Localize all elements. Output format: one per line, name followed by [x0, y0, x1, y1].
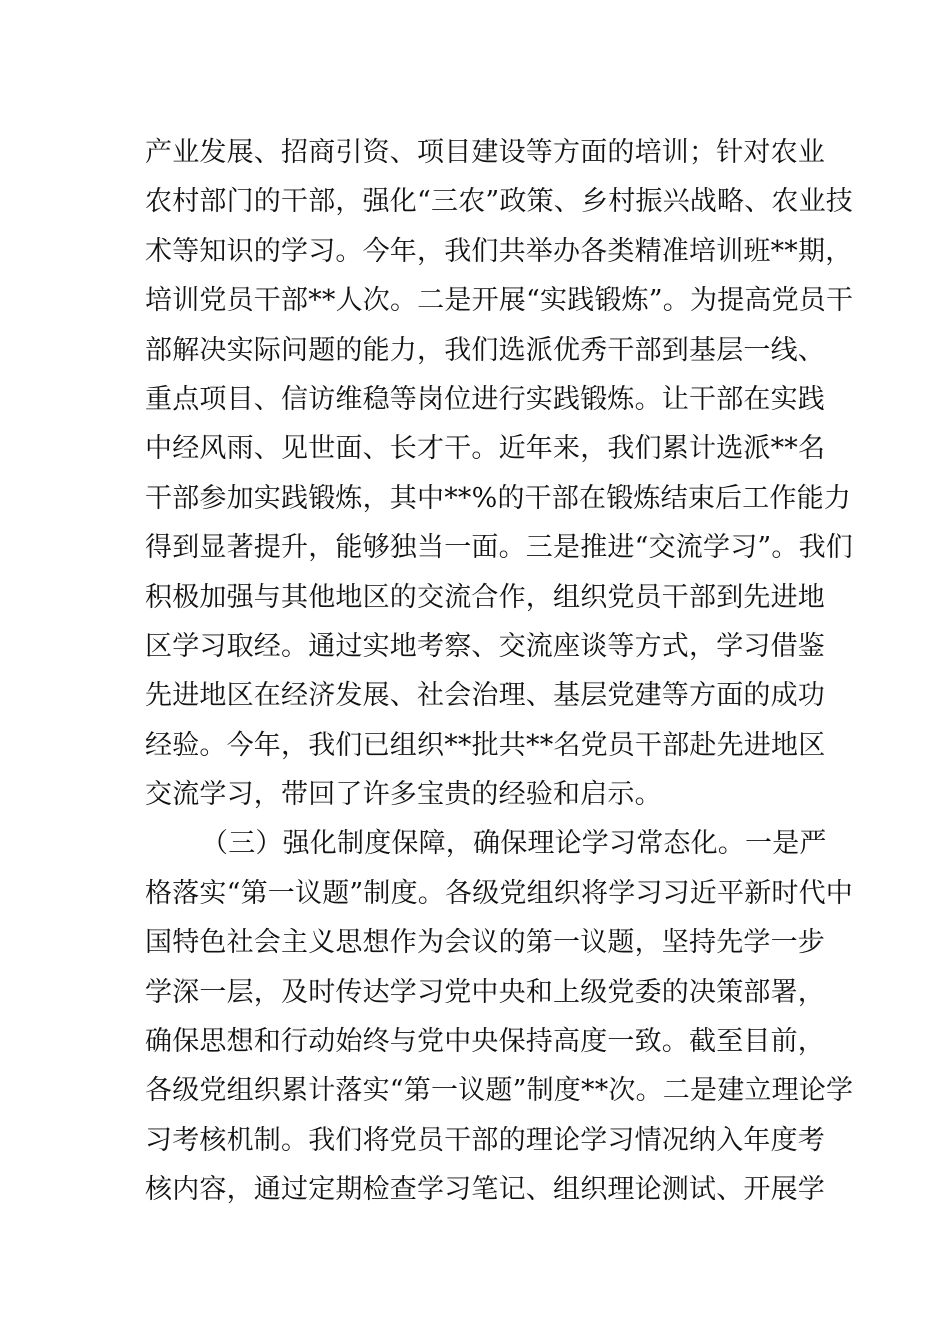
text-line: 中经风雨、见世面、长才干。近年来，我们累计选派**名	[145, 433, 826, 465]
text-line: 术等知识的学习。今年，我们共举办各类精准培训班**期，	[145, 235, 853, 267]
text-line: 部解决实际问题的能力，我们选派优秀干部到基层一线、	[145, 334, 825, 366]
text-line: 交流学习，带回了许多宝贵的经验和启示。	[145, 779, 662, 811]
text-line: 得到显著提升，能够独当一面。三是推进“交流学习”。我们	[145, 532, 854, 564]
text-line: 习考核机制。我们将党员干部的理论学习情况纳入年度考	[145, 1124, 825, 1156]
text-line: 产业发展、招商引资、项目建设等方面的培训；针对农业	[145, 137, 825, 168]
text-line: 确保思想和行动始终与党中央保持高度一致。截至目前，	[145, 1026, 825, 1058]
section-heading-line: （三）强化制度保障，确保理论学习常态化。一是严	[201, 828, 827, 860]
text-line: 积极加强与其他地区的交流合作，组织党员干部到先进地	[145, 581, 825, 613]
document-body	[145, 128, 854, 1215]
text-line: 干部参加实践锻炼，其中**%的干部在锻炼结束后工作能力	[145, 482, 852, 514]
text-line: 先进地区在经济发展、社会治理、基层党建等方面的成功	[145, 680, 825, 712]
text-line: 重点项目、信访维稳等岗位进行实践锻炼。让干部在实践	[145, 383, 825, 415]
text-line: 核内容，通过定期检查学习笔记、组织理论测试、开展学	[145, 1174, 825, 1206]
text-line: 培训党员干部**人次。二是开展“实践锻炼”。为提高党员干	[145, 285, 854, 317]
text-line: 经验。今年，我们已组织**批共**名党员干部赴先进地区	[145, 729, 826, 761]
text-line: 区学习取经。通过实地考察、交流座谈等方式，学习借鉴	[145, 630, 825, 662]
text-line: 格落实“第一议题”制度。各级党组织将学习习近平新时代中	[145, 877, 854, 909]
text-line: 各级党组织累计落实“第一议题”制度**次。二是建立理论学	[145, 1075, 854, 1107]
text-line: 国特色社会主义思想作为会议的第一议题，坚持先学一步	[145, 927, 825, 959]
text-line: 学深一层，及时传达学习党中央和上级党委的决策部署，	[145, 976, 825, 1008]
text-line: 农村部门的干部，强化“三农”政策、乡村振兴战略、农业技	[145, 186, 854, 218]
